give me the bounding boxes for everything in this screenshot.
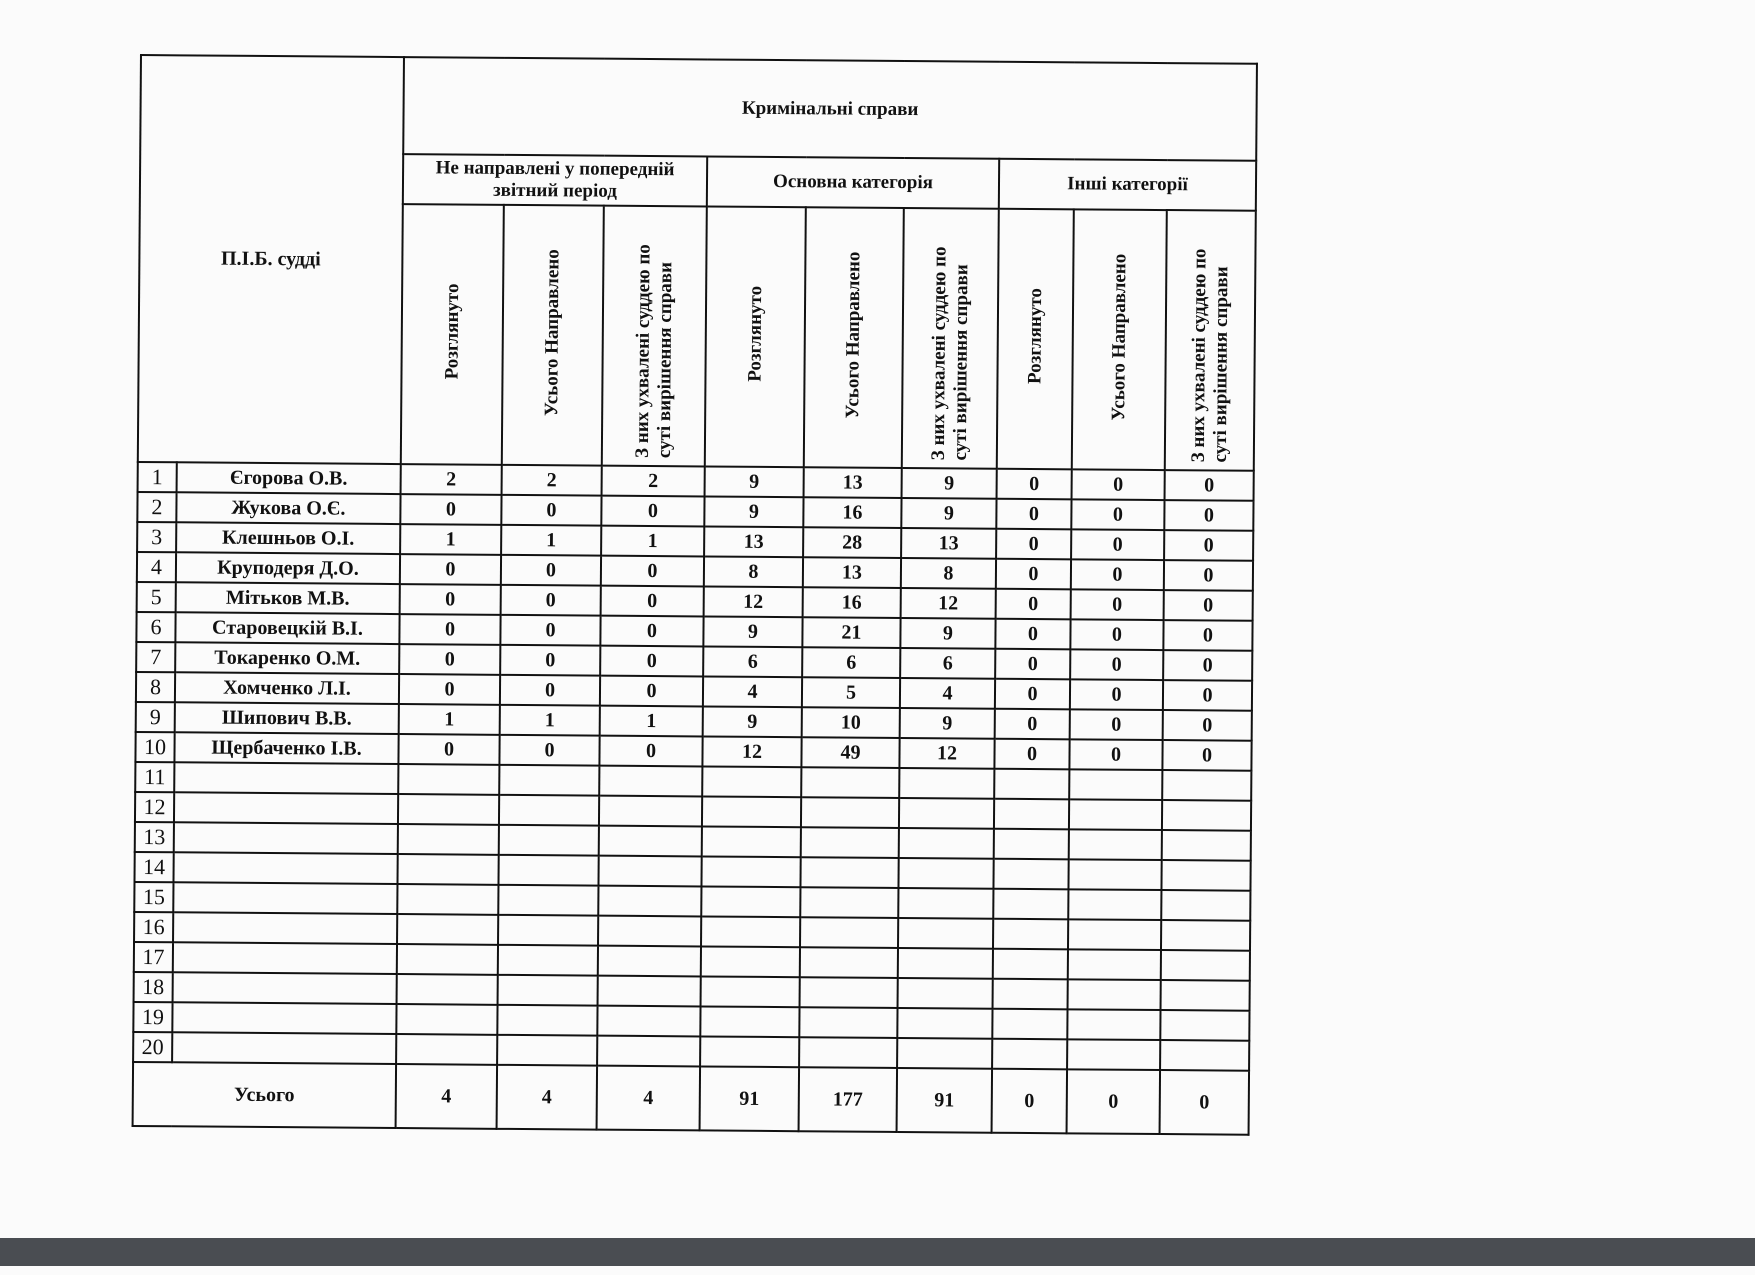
- cell-value: 2: [502, 465, 602, 496]
- cell-value: [801, 827, 899, 858]
- row-number: 5: [137, 582, 176, 612]
- cell-value: [702, 796, 801, 827]
- cell-value: 0: [601, 586, 704, 617]
- judge-name: [173, 972, 397, 1004]
- cell-value: 16: [803, 587, 901, 618]
- cell-value: 13: [704, 526, 803, 557]
- row-number: 4: [137, 552, 176, 582]
- cell-value: [1161, 950, 1250, 981]
- cell-value: [498, 915, 598, 946]
- cell-value: [1162, 830, 1251, 861]
- row-number: 1: [138, 462, 177, 492]
- cell-value: [993, 889, 1068, 920]
- cell-value: 9: [902, 468, 997, 499]
- cell-value: [1161, 890, 1250, 921]
- cell-value: [499, 825, 599, 856]
- judge-name: [172, 1002, 396, 1034]
- row-number: 19: [133, 1002, 172, 1032]
- cell-value: 13: [803, 557, 901, 588]
- cell-value: [598, 946, 701, 977]
- column-header-label: Розглянуто: [440, 283, 463, 380]
- cell-value: 12: [899, 738, 994, 769]
- cell-value: [899, 828, 994, 859]
- cell-value: [701, 976, 800, 1007]
- total-label: Усього: [133, 1062, 396, 1128]
- cell-value: 0: [1070, 649, 1163, 680]
- cell-value: [1069, 799, 1162, 830]
- cell-value: 0: [600, 646, 703, 677]
- row-number: 7: [136, 642, 175, 672]
- cell-value: [993, 979, 1068, 1010]
- cell-value: [397, 914, 498, 945]
- cell-value: 9: [705, 466, 804, 497]
- cell-value: [396, 1004, 497, 1035]
- column-header: [1165, 210, 1256, 471]
- cell-value: 6: [900, 648, 995, 679]
- total-value: 177: [799, 1067, 897, 1132]
- cell-value: [597, 1006, 700, 1037]
- total-value: 4: [497, 1065, 597, 1130]
- judge-name: Мітьков М.В.: [176, 582, 400, 614]
- cell-value: [1069, 769, 1162, 800]
- cell-value: 0: [600, 676, 703, 707]
- cell-value: 0: [997, 469, 1072, 500]
- cell-value: [1161, 860, 1250, 891]
- row-number: 9: [136, 702, 175, 732]
- cell-value: 1: [601, 526, 704, 557]
- column-header: [902, 208, 999, 469]
- judge-name: [173, 912, 397, 944]
- cell-value: 0: [1071, 559, 1164, 590]
- cell-value: [499, 795, 599, 826]
- cell-value: 0: [501, 495, 601, 526]
- cell-value: 9: [704, 496, 803, 527]
- cell-value: 0: [399, 674, 500, 705]
- cell-value: [700, 1036, 799, 1067]
- row-number: 16: [134, 912, 173, 942]
- column-header: [997, 209, 1074, 470]
- row-number: 8: [136, 672, 175, 702]
- judge-name: [173, 882, 397, 914]
- cell-value: 13: [804, 467, 902, 498]
- cell-value: 0: [996, 529, 1071, 560]
- cell-value: 0: [398, 734, 499, 765]
- cell-value: [898, 888, 993, 919]
- scanner-edge: [0, 1238, 1755, 1266]
- cell-value: 0: [1070, 709, 1163, 740]
- column-header-label: З них ухвалені суддею по суті вирішення справи: [1187, 248, 1232, 463]
- row-number: 12: [135, 792, 174, 822]
- cell-value: 0: [995, 649, 1070, 680]
- cell-value: [800, 917, 898, 948]
- cell-value: 4: [703, 676, 802, 707]
- cell-value: 0: [400, 494, 501, 525]
- cell-value: [598, 916, 701, 947]
- row-number: 10: [135, 732, 174, 762]
- cell-value: [801, 797, 899, 828]
- cell-value: 0: [599, 736, 702, 767]
- cell-value: [994, 829, 1069, 860]
- column-header: [705, 206, 806, 467]
- cell-value: 0: [500, 675, 600, 706]
- cell-value: [898, 948, 993, 979]
- total-value: 91: [897, 1068, 992, 1133]
- cell-value: [598, 976, 701, 1007]
- cell-value: [801, 767, 899, 798]
- cell-value: [1068, 949, 1161, 980]
- judge-name: Хомченко Л.І.: [175, 672, 399, 704]
- cell-value: 0: [1163, 620, 1252, 651]
- cell-value: [598, 856, 701, 887]
- judge-name: Щербаченко І.В.: [174, 732, 398, 764]
- cell-value: 0: [601, 556, 704, 587]
- cell-value: [1068, 979, 1161, 1010]
- cell-value: [702, 766, 801, 797]
- cell-value: [800, 887, 898, 918]
- cell-value: 0: [399, 614, 500, 645]
- cell-value: [1068, 919, 1161, 950]
- cell-value: 0: [501, 555, 601, 586]
- cell-value: 8: [704, 556, 803, 587]
- cell-value: 9: [901, 498, 996, 529]
- cell-value: [1067, 1039, 1160, 1070]
- cell-value: [396, 1034, 497, 1065]
- cell-value: 0: [1164, 560, 1253, 591]
- cell-value: 0: [1070, 619, 1163, 650]
- cell-value: [398, 824, 499, 855]
- cell-value: [702, 826, 801, 857]
- cell-value: [800, 857, 898, 888]
- cell-value: 9: [900, 708, 995, 739]
- cell-value: [898, 918, 993, 949]
- judge-name: [174, 762, 398, 794]
- column-header: [804, 207, 904, 468]
- judge-name: Єгорова О.В.: [177, 462, 401, 494]
- column-header-label: Усього Направлено: [842, 251, 865, 419]
- cell-value: 0: [994, 739, 1069, 770]
- cell-value: 0: [601, 496, 704, 527]
- cell-value: [701, 946, 800, 977]
- cell-value: [700, 1006, 799, 1037]
- cell-value: [1069, 829, 1162, 860]
- cell-value: 1: [399, 704, 500, 735]
- cell-value: [1161, 920, 1250, 951]
- cell-value: 1: [500, 705, 600, 736]
- table-title: Кримінальні справи: [403, 57, 1257, 161]
- cell-value: [994, 769, 1069, 800]
- column-header: [1072, 209, 1167, 470]
- cell-value: 10: [802, 707, 900, 738]
- row-number: 11: [135, 762, 174, 792]
- cell-value: [993, 859, 1068, 890]
- column-header-label: Усього Направлено: [1107, 253, 1130, 421]
- criminal-cases-table: [132, 54, 1258, 1136]
- cell-value: [397, 944, 498, 975]
- column-header-label: Розглянуто: [743, 285, 766, 382]
- cell-value: 0: [1070, 679, 1163, 710]
- cell-value: 0: [400, 554, 501, 585]
- cell-value: 0: [1164, 500, 1253, 531]
- cell-value: 16: [803, 497, 901, 528]
- cell-value: 0: [399, 644, 500, 675]
- cell-value: 0: [1071, 499, 1164, 530]
- cell-value: 49: [801, 737, 899, 768]
- row-number: 6: [136, 612, 175, 642]
- cell-value: 28: [803, 527, 901, 558]
- cell-value: 12: [704, 586, 803, 617]
- cell-value: 0: [995, 709, 1070, 740]
- judge-name: Круподеря Д.О.: [176, 552, 400, 584]
- cell-value: [800, 977, 898, 1008]
- cell-value: 2: [401, 464, 502, 495]
- cell-value: 0: [600, 616, 703, 647]
- judge-name: Старовецкій В.І.: [175, 612, 399, 644]
- total-value: 91: [700, 1066, 799, 1131]
- cell-value: [899, 768, 994, 799]
- cell-value: 0: [1071, 589, 1164, 620]
- cell-value: [1161, 980, 1250, 1011]
- cell-value: [1162, 770, 1251, 801]
- cell-value: [992, 1039, 1067, 1070]
- cell-value: 8: [901, 558, 996, 589]
- row-number: 14: [134, 852, 173, 882]
- cell-value: [498, 975, 598, 1006]
- row-number: 2: [137, 492, 176, 522]
- group-header: Основна категорія: [707, 156, 999, 208]
- row-number: 13: [135, 822, 174, 852]
- cell-value: [397, 974, 498, 1005]
- cell-value: 0: [1164, 530, 1253, 561]
- judge-name: Токаренко О.М.: [175, 642, 399, 674]
- cell-value: 12: [901, 588, 996, 619]
- cell-value: 9: [703, 706, 802, 737]
- row-number: 20: [133, 1032, 172, 1062]
- column-header-label: З них ухвалені суддею по суті вирішення справи: [927, 246, 972, 461]
- cell-value: 1: [600, 706, 703, 737]
- cell-value: [1162, 800, 1251, 831]
- cell-value: 0: [1069, 739, 1162, 770]
- cell-value: 9: [900, 618, 995, 649]
- judge-name: Клешньов О.І.: [176, 522, 400, 554]
- cell-value: [599, 826, 702, 857]
- row-number: 15: [134, 882, 173, 912]
- column-header-label: Розглянуто: [1023, 288, 1046, 385]
- group-header: Інші категорії: [999, 159, 1256, 211]
- cell-value: [800, 947, 898, 978]
- judge-name: [173, 942, 397, 974]
- cell-value: [993, 949, 1068, 980]
- cell-value: [398, 794, 499, 825]
- cell-value: [897, 1008, 992, 1039]
- cell-value: 0: [1163, 650, 1252, 681]
- cell-value: 2: [602, 466, 705, 497]
- judge-name: [172, 1032, 396, 1064]
- cell-value: 21: [802, 617, 900, 648]
- total-row: [133, 1062, 1249, 1135]
- total-value: 0: [1160, 1070, 1249, 1135]
- cell-value: 0: [400, 584, 501, 615]
- total-value: 4: [396, 1064, 497, 1129]
- column-header: [502, 205, 604, 466]
- cell-value: [1068, 859, 1161, 890]
- cell-value: 0: [995, 619, 1070, 650]
- cell-value: 0: [1165, 470, 1254, 501]
- cell-value: 6: [802, 647, 900, 678]
- judge-name: Шипович В.В.: [175, 702, 399, 734]
- cell-value: 0: [500, 645, 600, 676]
- cell-value: 0: [501, 585, 601, 616]
- cell-value: 0: [1072, 469, 1165, 500]
- cell-value: 0: [1164, 590, 1253, 621]
- cell-value: 0: [500, 615, 600, 646]
- cell-value: [799, 1007, 897, 1038]
- cell-value: [898, 858, 993, 889]
- cell-value: [992, 1009, 1067, 1040]
- cell-value: [701, 916, 800, 947]
- total-value: 0: [992, 1069, 1068, 1134]
- cell-value: 6: [703, 646, 802, 677]
- cell-value: [898, 978, 993, 1009]
- cell-value: 1: [400, 524, 501, 555]
- cell-value: [599, 796, 702, 827]
- group-header: Не направлені у попередній звітний період: [403, 154, 707, 206]
- total-value: 0: [1067, 1069, 1160, 1134]
- cell-value: [1068, 889, 1161, 920]
- cell-value: 0: [996, 589, 1071, 620]
- cell-value: [498, 885, 598, 916]
- cell-value: 5: [802, 677, 900, 708]
- cell-value: [1067, 1009, 1160, 1040]
- cell-value: 4: [900, 678, 995, 709]
- cell-value: [701, 886, 800, 917]
- judge-name: [174, 792, 398, 824]
- cell-value: 12: [702, 736, 801, 767]
- cell-value: [701, 856, 800, 887]
- cell-value: 0: [996, 499, 1071, 530]
- cell-value: [597, 1036, 700, 1067]
- cell-value: 0: [996, 559, 1071, 590]
- cell-value: [397, 884, 498, 915]
- judge-name: Жукова О.Є.: [176, 492, 400, 524]
- total-value: 4: [597, 1066, 700, 1131]
- cell-value: 0: [1163, 710, 1252, 741]
- column-header: [401, 204, 504, 465]
- cell-value: [397, 854, 498, 885]
- cell-value: [994, 799, 1069, 830]
- cell-value: [899, 798, 994, 829]
- row-number: 17: [134, 942, 173, 972]
- cell-value: 0: [499, 735, 599, 766]
- cell-value: [398, 764, 499, 795]
- cell-value: 0: [995, 679, 1070, 710]
- judge-name-header: П.І.Б. судді: [138, 55, 404, 464]
- cell-value: 0: [1071, 529, 1164, 560]
- column-header-label: З них ухвалені суддею по суті вирішення справи: [631, 244, 676, 459]
- column-header-label: Усього Направлено: [541, 248, 564, 416]
- cell-value: [499, 765, 599, 796]
- cell-value: 13: [901, 528, 996, 559]
- judge-name: [173, 852, 397, 884]
- report-sheet: [132, 54, 1258, 1136]
- cell-value: [1160, 1010, 1249, 1041]
- cell-value: [799, 1037, 897, 1068]
- cell-value: [598, 886, 701, 917]
- judge-name: [174, 822, 398, 854]
- cell-value: [497, 1035, 597, 1066]
- row-number: 18: [134, 972, 173, 1002]
- cell-value: 1: [501, 525, 601, 556]
- row-number: 3: [137, 522, 176, 552]
- cell-value: [498, 855, 598, 886]
- cell-value: [497, 1005, 597, 1036]
- cell-value: 0: [1162, 740, 1251, 771]
- cell-value: [498, 945, 598, 976]
- cell-value: [993, 919, 1068, 950]
- cell-value: [897, 1038, 992, 1069]
- column-header: [602, 206, 707, 467]
- cell-value: 0: [1163, 680, 1252, 711]
- cell-value: [1160, 1040, 1249, 1071]
- cell-value: [599, 766, 702, 797]
- cell-value: 9: [703, 616, 802, 647]
